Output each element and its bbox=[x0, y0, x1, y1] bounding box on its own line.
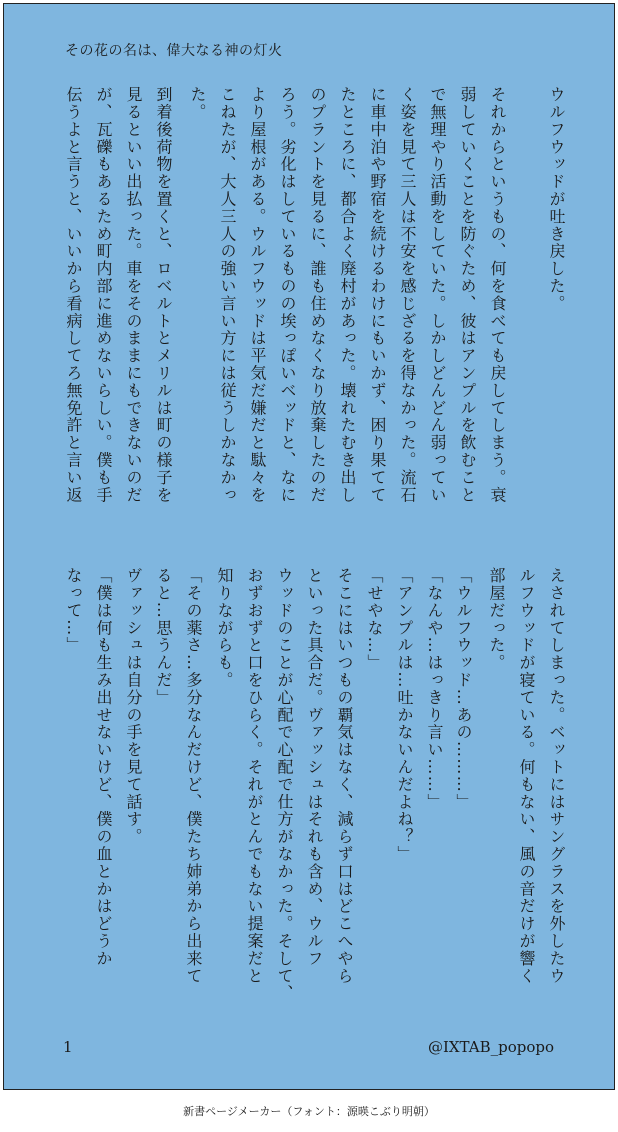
text-line: 「アンプルは…吐かないんだよね？」 bbox=[395, 567, 414, 863]
text-line: ウッドのことが心配で心配で仕方がなかった。そして、 bbox=[275, 567, 294, 1002]
text-line: のプラントを見るに、誰も住めなくなり放棄したのだ bbox=[308, 86, 327, 504]
author-handle: @IXTAB_popopo bbox=[427, 1038, 554, 1056]
text-line: ヴァッシュは自分の手を見て話す。 bbox=[124, 567, 143, 846]
text-line: それからというもの、何を食べても戻してしまう。衰 bbox=[488, 86, 507, 504]
generator-credit: 新書ページメーカー（フォント：源暎こぶり明朝） bbox=[183, 1105, 435, 1118]
text-line: 見るといい出払った。車をそのままにもできないのだ bbox=[124, 86, 143, 504]
text-line: た。 bbox=[188, 86, 207, 121]
text-line: 「僕は何も生み出せないけど、僕の血とかはどうか bbox=[94, 567, 113, 968]
text-line: に車中泊や野宿を続けるわけにもいかず、困り果てて bbox=[368, 86, 387, 504]
text-line: 「その薬さ…多分なんだけど、僕たち姉弟から出来て bbox=[184, 567, 203, 985]
text-line: ルフウッドが寝ている。何もない、風の音だけが響く bbox=[517, 567, 536, 985]
text-line: が、瓦礫もあるため町内部に進めないらしい。僕も手 bbox=[94, 86, 113, 504]
text-line: こねたが、大人三人の強い言い方には従うしかなかっ bbox=[218, 86, 237, 504]
text-line: 弱していくことを防ぐため、彼はアンプルを飲むこと bbox=[458, 86, 477, 504]
page-number: 1 bbox=[63, 1038, 73, 1056]
text-line: おずおずと口をひらく。それがとんでもない提案だと bbox=[245, 567, 264, 985]
text-line: えされてしまった。ベットにはサングラスを外したウ bbox=[547, 567, 566, 985]
text-line: で無理やり活動をしていた。しかしどんどん弱ってい bbox=[428, 86, 447, 504]
book-page bbox=[3, 3, 615, 1090]
text-line: 「ウルフウッド…あの………」 bbox=[454, 567, 473, 811]
text-line: ろう。劣化はしているものの埃っぽいベッドと、なに bbox=[278, 86, 297, 504]
text-line: 到着後荷物を置くと、ロベルトとメリルは町の様子を bbox=[154, 86, 173, 504]
text-line: なって…」 bbox=[64, 567, 83, 654]
text-line: そこにはいつもの覇気はなく、減らず口はどこへやら bbox=[335, 567, 354, 985]
text-line: 知りながらも。 bbox=[215, 567, 234, 689]
text-line: ウルフウッドが吐き戻した。 bbox=[547, 86, 566, 313]
text-line: 「なんや…はっきり言い……」 bbox=[425, 567, 444, 811]
text-line: といった具合だ。ヴァッシュはそれも含め、ウルフ bbox=[305, 567, 324, 968]
header-title: その花の名は、偉大なる神の灯火 bbox=[65, 43, 283, 59]
text-line: 部屋だった。 bbox=[487, 567, 506, 672]
text-line: ると…思うんだ」 bbox=[154, 567, 173, 707]
text-line: 「せやな…」 bbox=[365, 567, 384, 672]
text-line: く姿を見て三人は不安を感じざるを得なかった。流石 bbox=[398, 86, 417, 504]
text-line: たところに、都合よく廃村があった。壊れたむき出し bbox=[338, 86, 357, 504]
text-line: 伝うよと言うと、いいから看病してろ無免許と言い返 bbox=[64, 86, 83, 504]
text-line: より屋根がある。ウルフウッドは平気だ嫌だと駄々を bbox=[248, 86, 267, 504]
